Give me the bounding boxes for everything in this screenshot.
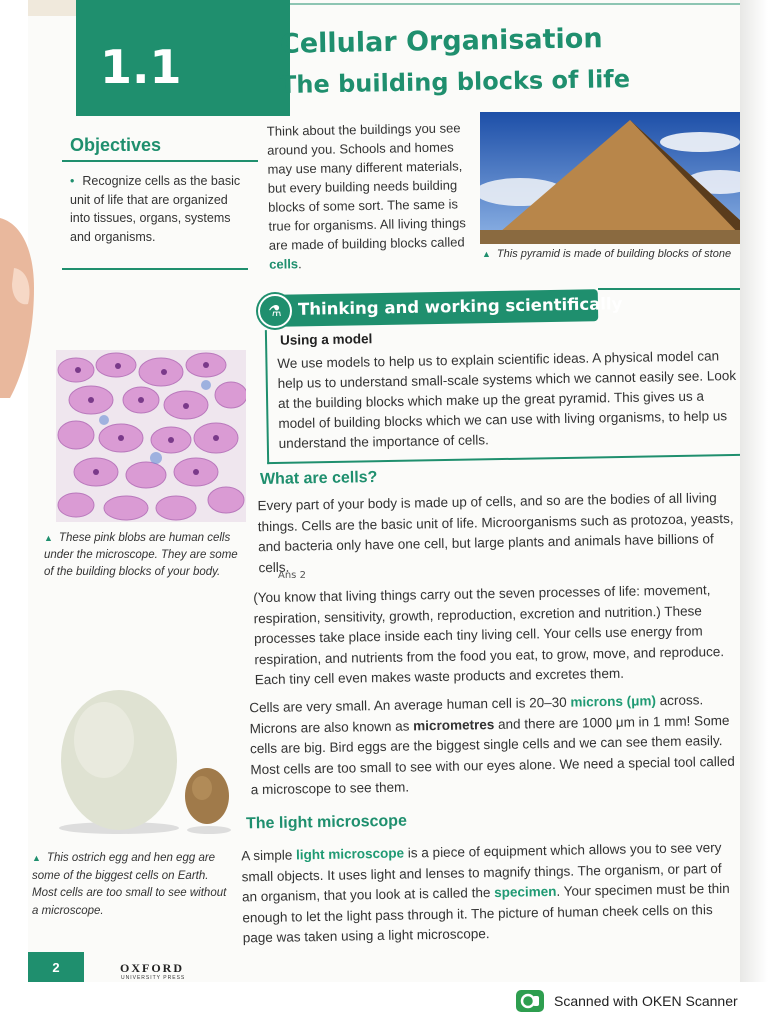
scanner-text: Scanned with OKEN Scanner bbox=[554, 993, 738, 1009]
cells-paragraph-1: Every part of your body is made up of cells, and so are the bodies of all living things. Cells are the basic unit of life. Microorganisms such as protozoa, yeasts, and bacteria only have one cell, but large plants and animals have billions of cells. bbox=[257, 490, 734, 575]
page-subtitle: The building blocks of life bbox=[279, 64, 631, 100]
tws-subheading: Using a model bbox=[279, 331, 373, 348]
pyramid-caption: ▲ This pyramid is made of building blocks of stone bbox=[482, 248, 732, 260]
top-rule bbox=[290, 3, 740, 5]
egg-caption: ▲ This ostrich egg and hen egg are some of the biggest cells on Earth. Most cells are too small to see without a microscope. bbox=[32, 852, 227, 917]
tws-text: We use models to help us to explain scientific ideas. A physical model can help us to understand small-scale systems which we cannot easily see. Look at the building blocks which make up the great pyramid. This gives us a model of building blocks which we can use with living organisms, to help us understand the importance of cells. bbox=[277, 348, 737, 452]
heading-light-microscope: The light microscope bbox=[245, 812, 408, 833]
finger-photo bbox=[0, 218, 36, 398]
objectives-rule-top bbox=[62, 160, 258, 162]
objectives-list bbox=[70, 172, 248, 246]
keyword-micrometres: micrometres bbox=[413, 716, 495, 733]
objective-item: • Recognize cells as the basic unit of life that are organized into tissues, organs, systems and organisms. bbox=[70, 174, 241, 244]
page-edge-shadow bbox=[740, 0, 768, 982]
keyword-cells: cells bbox=[269, 256, 299, 272]
scanner-watermark bbox=[516, 990, 738, 1012]
handwritten-note: Ans 2 bbox=[278, 570, 306, 581]
tws-top-rule bbox=[598, 288, 740, 290]
publisher-subtext: UNIVERSITY PRESS bbox=[121, 975, 186, 981]
cells-paragraph-3: Cells are very small. An average human cell is 20–30 microns (μm) across. Microns are also known as micrometres and there are 1000 μm in 1 mm! Some cells are big. Bird eggs are the biggest single cells and we can see them easily. Most cells are too small to see with our eyes alone. We need a special tool called a microscope to see them. bbox=[249, 692, 735, 798]
pyramid-photo bbox=[480, 112, 740, 244]
cells-caption: ▲ These pink blobs are human cells under the microscope. They are some of the building blocks of your body. bbox=[44, 532, 238, 578]
objectives-rule-bottom bbox=[62, 268, 248, 270]
scanner-logo-icon bbox=[516, 990, 544, 1012]
cheek-cells-photo bbox=[56, 350, 246, 522]
page-number: 2 bbox=[28, 952, 84, 982]
textbook-page bbox=[28, 0, 740, 982]
chapter-number: 1.1 bbox=[100, 40, 182, 94]
cells-paragraph-2: (You know that living things carry out the seven processes of life: movement, respiration, sensitivity, growth, reproduction, excretion and nutrition.) These processes take place inside each tiny living cell. Your cells use energy from respiration, and nutrients from the food you eat, to grow, move, and reproduce. Each tiny cell even makes waste products and excretes them. bbox=[253, 582, 725, 688]
publisher-logo: OXFORD bbox=[120, 961, 184, 975]
heading-what-are-cells: What are cells? bbox=[259, 468, 378, 489]
page-title: Cellular Organisation bbox=[279, 23, 603, 60]
tws-title: Thinking and working scientifically bbox=[297, 294, 623, 319]
keyword-light-microscope: light microscope bbox=[295, 845, 405, 863]
microscope-paragraph: A simple light microscope is a piece of equipment which allows you to see very small objects. It uses light and lenses to magnify things. The organism, or part of an organism, that you look at is called the specimen. Your specimen must be thin enough to let the light pass through it. The picture of human cheek cells on this page was taken using a light microscope. bbox=[241, 839, 730, 946]
keyword-microns: microns (μm) bbox=[570, 693, 657, 710]
keyword-specimen: specimen bbox=[494, 883, 557, 900]
flask-icon: ⚗ bbox=[258, 294, 292, 328]
eggs-photo bbox=[44, 670, 244, 840]
intro-paragraph: Think about the buildings you see around you. Schools and homes may use many different materials, but every building needs building blocks of some sort. The same is true for organisms. All living things are made of building blocks called cells. bbox=[266, 120, 466, 272]
objectives-heading: Objectives bbox=[70, 135, 162, 155]
